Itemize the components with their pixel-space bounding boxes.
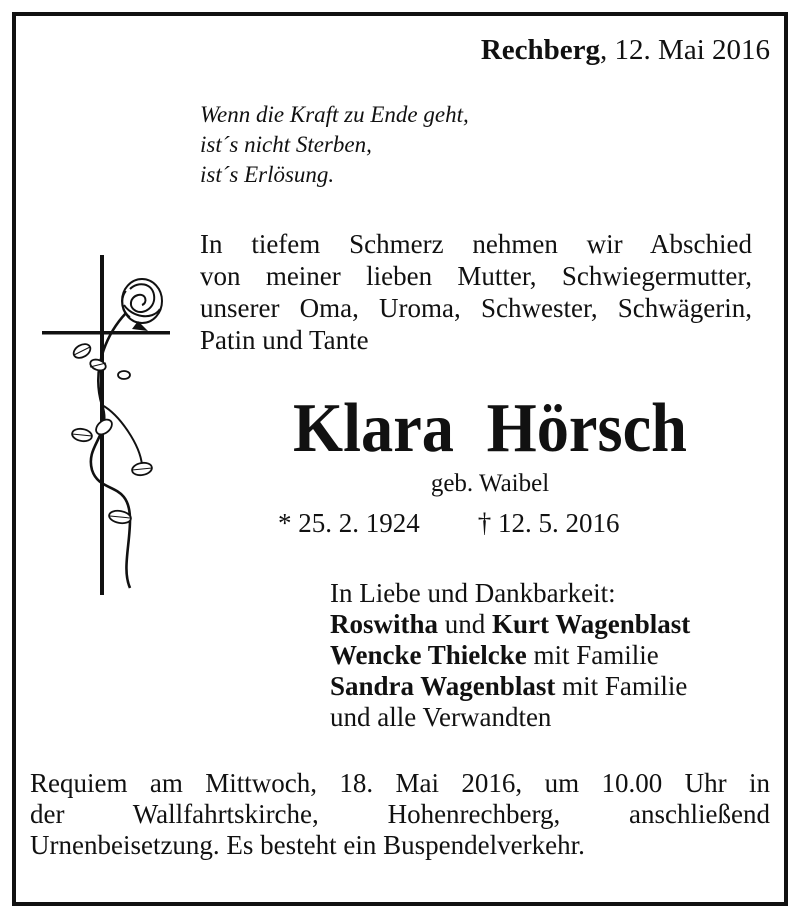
mourners-heading: In Liebe und Dankbarkeit: bbox=[330, 578, 616, 608]
intro-line: In tiefem Schmerz nehmen wir Abschied bbox=[200, 229, 752, 259]
intro-line: Patin und Tante bbox=[200, 325, 369, 355]
mourner-name: Roswitha bbox=[330, 609, 439, 639]
birth-name: geb. Waibel bbox=[430, 470, 550, 497]
death-date: † 12. 5. 2016 bbox=[477, 508, 620, 538]
date: , 12. Mai 2016 bbox=[600, 34, 770, 66]
place: Rechberg bbox=[480, 34, 601, 66]
mourner-suffix: mit Familie bbox=[526, 640, 659, 670]
mourners-line bbox=[330, 609, 690, 640]
intro-line: unserer Oma, Uroma, Schwester, Schwägerin, bbox=[200, 293, 752, 323]
mourner-name: Wencke Thielcke bbox=[330, 640, 527, 670]
mourners-line bbox=[330, 640, 690, 671]
deceased-name: Klara Hörsch bbox=[293, 390, 687, 467]
intro-text bbox=[200, 228, 752, 356]
motto-line: ist´s Erlösung. bbox=[200, 162, 335, 187]
cross-with-rose-icon bbox=[30, 255, 180, 600]
mourner-name: Sandra Wagenblast bbox=[330, 671, 556, 701]
mourner-suffix: mit Familie bbox=[555, 671, 688, 701]
motto-line: Wenn die Kraft zu Ende geht, bbox=[200, 102, 469, 127]
mourner-name: Kurt Wagenblast bbox=[492, 609, 691, 639]
mourners-line bbox=[330, 671, 690, 702]
requiem-notice bbox=[30, 768, 770, 861]
mourners bbox=[330, 578, 690, 733]
life-dates bbox=[278, 508, 620, 539]
birth-date: * 25. 2. 1924 bbox=[278, 508, 420, 538]
mourner-connector: und bbox=[438, 609, 493, 639]
place-date bbox=[481, 34, 770, 67]
motto-line: ist´s nicht Sterben, bbox=[200, 132, 372, 157]
requiem-line: der Wallfahrtskirche, Hohenrechberg, anschließend bbox=[30, 799, 770, 829]
requiem-line: Requiem am Mittwoch, 18. Mai 2016, um 10.00 Uhr in bbox=[30, 768, 770, 798]
requiem-line: Urnenbeisetzung. Es besteht ein Buspendelverkehr. bbox=[30, 830, 585, 860]
mourners-line: und alle Verwandten bbox=[330, 702, 552, 732]
motto bbox=[200, 100, 469, 190]
intro-line: von meiner lieben Mutter, Schwiegermutter, bbox=[200, 261, 752, 291]
